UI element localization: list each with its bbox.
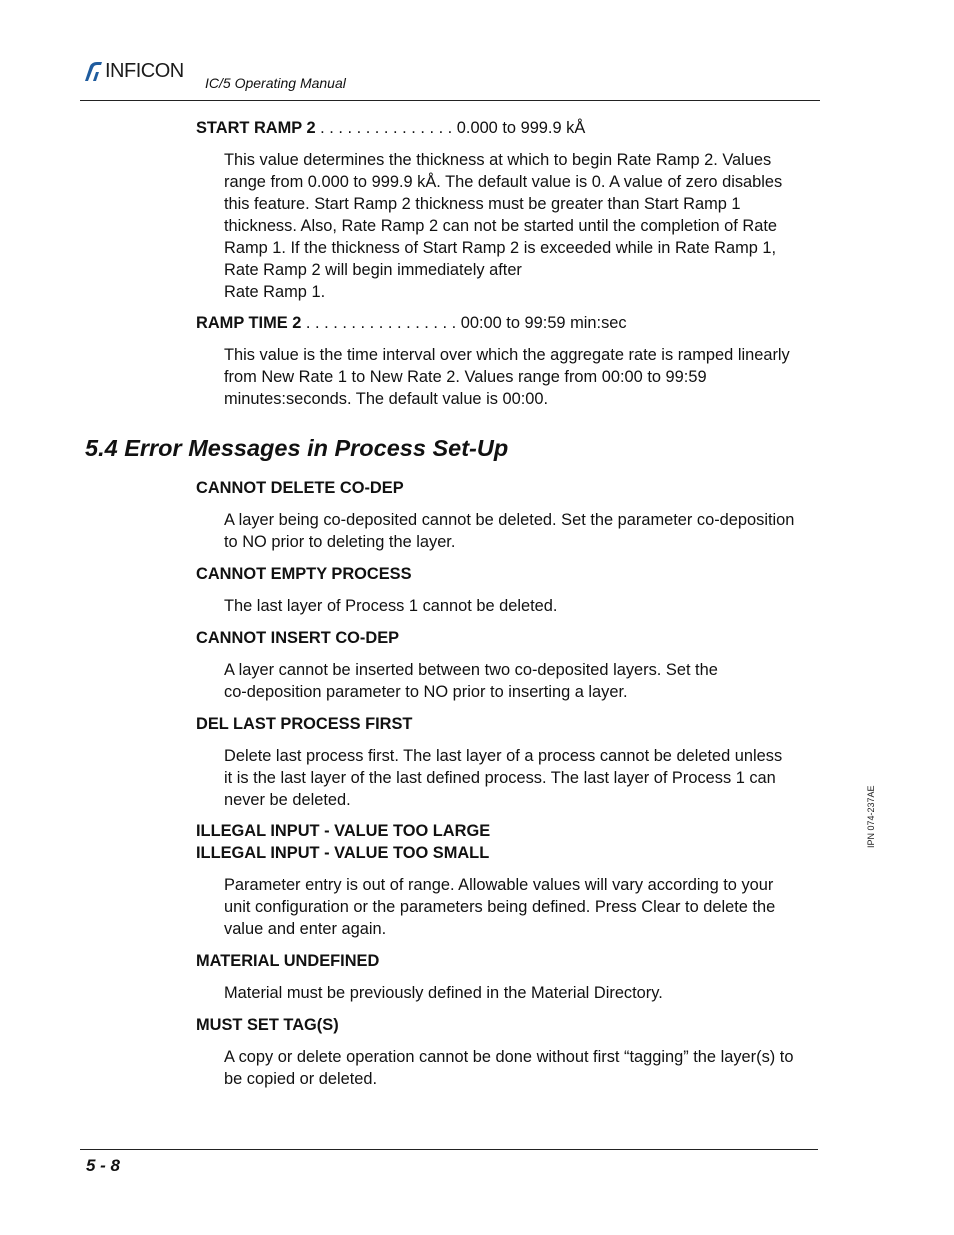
text-line: value and enter again. [224, 920, 387, 938]
text-line: Ramp 1. If the thickness of Start Ramp 2 is exceeded while in Rate Ramp 1, [224, 239, 777, 257]
text-line: co-deposition parameter to NO prior to inserting a layer. [224, 683, 628, 701]
error-heading: MATERIAL UNDEFINED [196, 952, 380, 970]
manual-title: IC/5 Operating Manual [205, 75, 346, 91]
text-line: A copy or delete operation cannot be done without first “tagging” the layer(s) to [224, 1048, 794, 1066]
param-label: RAMP TIME 2 [196, 314, 302, 332]
param-start-ramp-2 [196, 117, 585, 139]
text-line: Material must be previously defined in the Material Directory. [224, 984, 663, 1002]
footer-divider [80, 1149, 818, 1150]
text-line: Rate Ramp 2 will begin immediately after [224, 261, 522, 279]
param-range: 0.000 to 999.9 kÅ [456, 119, 586, 137]
param-description [224, 344, 824, 410]
param-leader: . . . . . . . . . . . . . . . . . [301, 314, 461, 332]
text-line: be copied or deleted. [224, 1070, 378, 1088]
text-line: The last layer of Process 1 cannot be deleted. [224, 597, 558, 615]
param-range: 00:00 to 99:59 min:sec [460, 314, 627, 332]
text-line: This value determines the thickness at which to begin Rate Ramp 2. Values [224, 151, 772, 169]
param-leader: . . . . . . . . . . . . . . . [315, 119, 457, 137]
page-header [80, 58, 820, 101]
param-ramp-time-2 [196, 312, 627, 334]
error-heading: ILLEGAL INPUT - VALUE TOO LARGE [196, 822, 491, 840]
error-heading: CANNOT DELETE CO-DEP [196, 479, 404, 497]
text-line: Delete last process first. The last layer of a process cannot be deleted unless [224, 747, 783, 765]
page-number: 5 - 8 [86, 1156, 121, 1175]
error-heading: CANNOT INSERT CO-DEP [196, 629, 400, 647]
param-label: START RAMP 2 [196, 119, 316, 137]
text-line: A layer cannot be inserted between two co-deposited layers. Set the [224, 661, 718, 679]
text-line: it is the last layer of the last defined process. The last layer of Process 1 can [224, 769, 776, 787]
text-line: minutes:seconds. The default value is 00:00. [224, 390, 549, 408]
error-heading: CANNOT EMPTY PROCESS [196, 565, 412, 583]
text-line: from New Rate 1 to New Rate 2. Values range from 00:00 to 99:59 [224, 368, 707, 386]
text-line: Rate Ramp 1. [224, 283, 326, 301]
document-ipn-label: IPN 074-237AE [866, 785, 876, 848]
logo-text: INFICON [105, 60, 184, 82]
error-description [224, 1046, 824, 1090]
error-description [224, 982, 824, 1004]
section-title: 5.4 Error Messages in Process Set-Up [85, 435, 509, 461]
text-line: thickness. Also, Rate Ramp 2 can not be started until the completion of Rate [224, 217, 778, 235]
inficon-logo [82, 60, 184, 83]
error-heading: ILLEGAL INPUT - VALUE TOO SMALL [196, 844, 490, 862]
text-line: This value is the time interval over which the aggregate rate is ramped linearly [224, 346, 790, 364]
error-description [224, 874, 824, 940]
error-heading: DEL LAST PROCESS FIRST [196, 715, 413, 733]
error-description [224, 659, 824, 703]
error-heading: MUST SET TAG(S) [196, 1016, 339, 1034]
param-description [224, 149, 824, 303]
error-description [224, 595, 824, 617]
text-line: unit configuration or the parameters being defined. Press Clear to delete the [224, 898, 776, 916]
text-line: range from 0.000 to 999.9 kÅ. The default value is 0. A value of zero disables [224, 173, 783, 191]
text-line: never be deleted. [224, 791, 351, 809]
inficon-logo-icon [82, 61, 104, 83]
text-line: Parameter entry is out of range. Allowable values will vary according to your [224, 876, 774, 894]
error-description [224, 745, 824, 811]
text-line: this feature. Start Ramp 2 thickness must be greater than Start Ramp 1 [224, 195, 741, 213]
text-line: A layer being co-deposited cannot be deleted. Set the parameter co-deposition [224, 511, 795, 529]
error-description [224, 509, 824, 553]
text-line: to NO prior to deleting the layer. [224, 533, 456, 551]
